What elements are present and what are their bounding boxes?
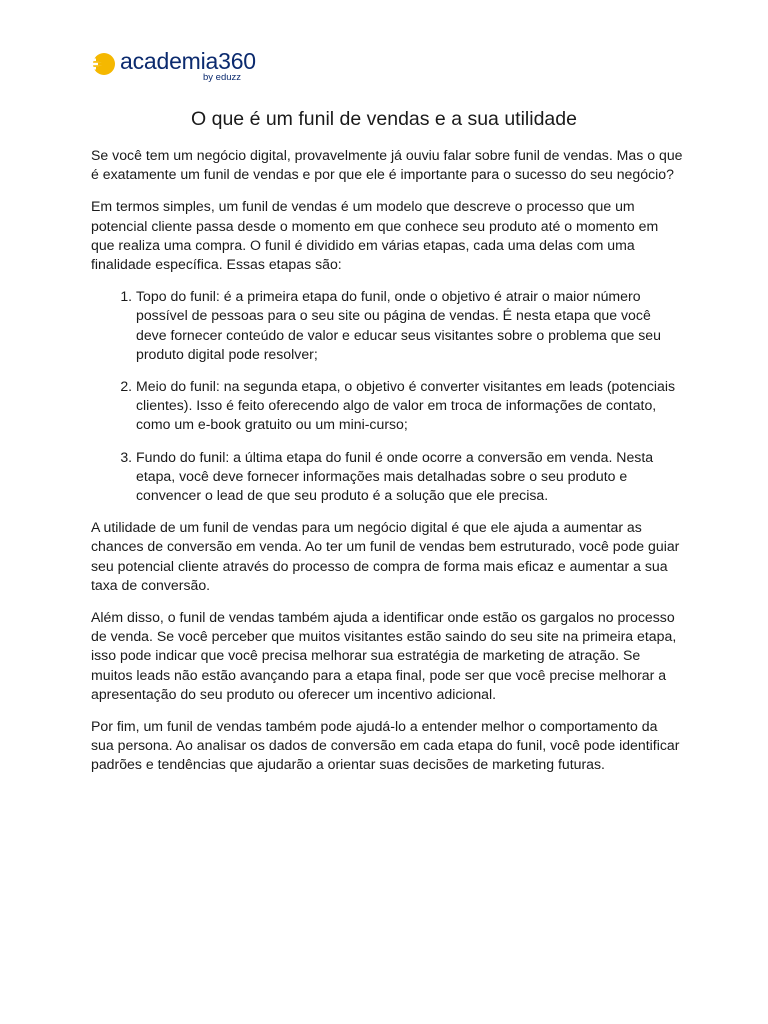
logo-wordmark: academia360 bbox=[120, 48, 256, 74]
document-title: O que é um funil de vendas e a sua utilidade bbox=[191, 108, 577, 130]
document-body bbox=[91, 146, 683, 788]
logo-byline: by eduzz bbox=[203, 72, 242, 83]
logo-mark-icon bbox=[90, 51, 116, 77]
academia360-logo bbox=[90, 47, 260, 87]
paragraph: Além disso, o funil de vendas também ajuda a identificar onde estão os gargalos no processo de venda. Se você perceber que muitos visitantes estão saindo do seu site na primeira etapa, isso pode indicar que você precisa melhorar sua estratégia de marketing de atração. Se muitos leads não estão avançando para a etapa final, pode ser que você precise melhorar a apresentação do seu produto ou oferecer um incentivo adicional. bbox=[91, 609, 677, 702]
paragraph: Se você tem um negócio digital, provavelmente já ouviu falar sobre funil de vendas. Mas o que é exatamente um funil de vendas e por que ele é importante para o sucesso do seu negócio? bbox=[91, 147, 683, 183]
paragraph: A utilidade de um funil de vendas para um negócio digital é que ele ajuda a aumentar as chances de conversão em venda. Ao ter um funil de vendas bem estruturado, você pode guiar seu potencial cliente através do processo de compra de forma mais eficaz e aumentar a sua taxa de conversão. bbox=[91, 519, 680, 593]
list-item: 1. Topo do funil: é a primeira etapa do funil, onde o objetivo é atrair o maior número possível de pessoas para o seu site ou página de vendas. É nesta etapa que você deve fornecer conteúdo de valor e educar seus visitantes sobre o problema que seu produto digital pode resolver; bbox=[136, 287, 683, 364]
funnel-stages-list bbox=[91, 287, 683, 505]
list-item: 3. Fundo do funil: a última etapa do funil é onde ocorre a conversão em venda. Nesta etapa, você deve fornecer informações mais detalhadas sobre o seu produto e convencer o lead de que seu produto é a solução que ele precisa. bbox=[136, 448, 683, 506]
paragraph: Por fim, um funil de vendas também pode ajudá-lo a entender melhor o comportamento da sua persona. Ao analisar os dados de conversão em cada etapa do funil, você pode identificar padrões e tendências que ajudarão a orientar suas decisões de marketing futuras. bbox=[91, 718, 680, 773]
paragraph: Em termos simples, um funil de vendas é um modelo que descreve o processo que um potencial cliente passa desde o momento em que conhece seu produto até o momento em que realiza uma compra. O funil é dividido em várias etapas, cada uma delas com uma finalidade específica. Essas etapas são: bbox=[91, 198, 659, 273]
list-item: 2. Meio do funil: na segunda etapa, o objetivo é converter visitantes em leads (potenciais clientes). Isso é feito oferecendo algo de valor em troca de informações de contato, como um e-book gratuito ou um mini-curso; bbox=[136, 377, 683, 435]
